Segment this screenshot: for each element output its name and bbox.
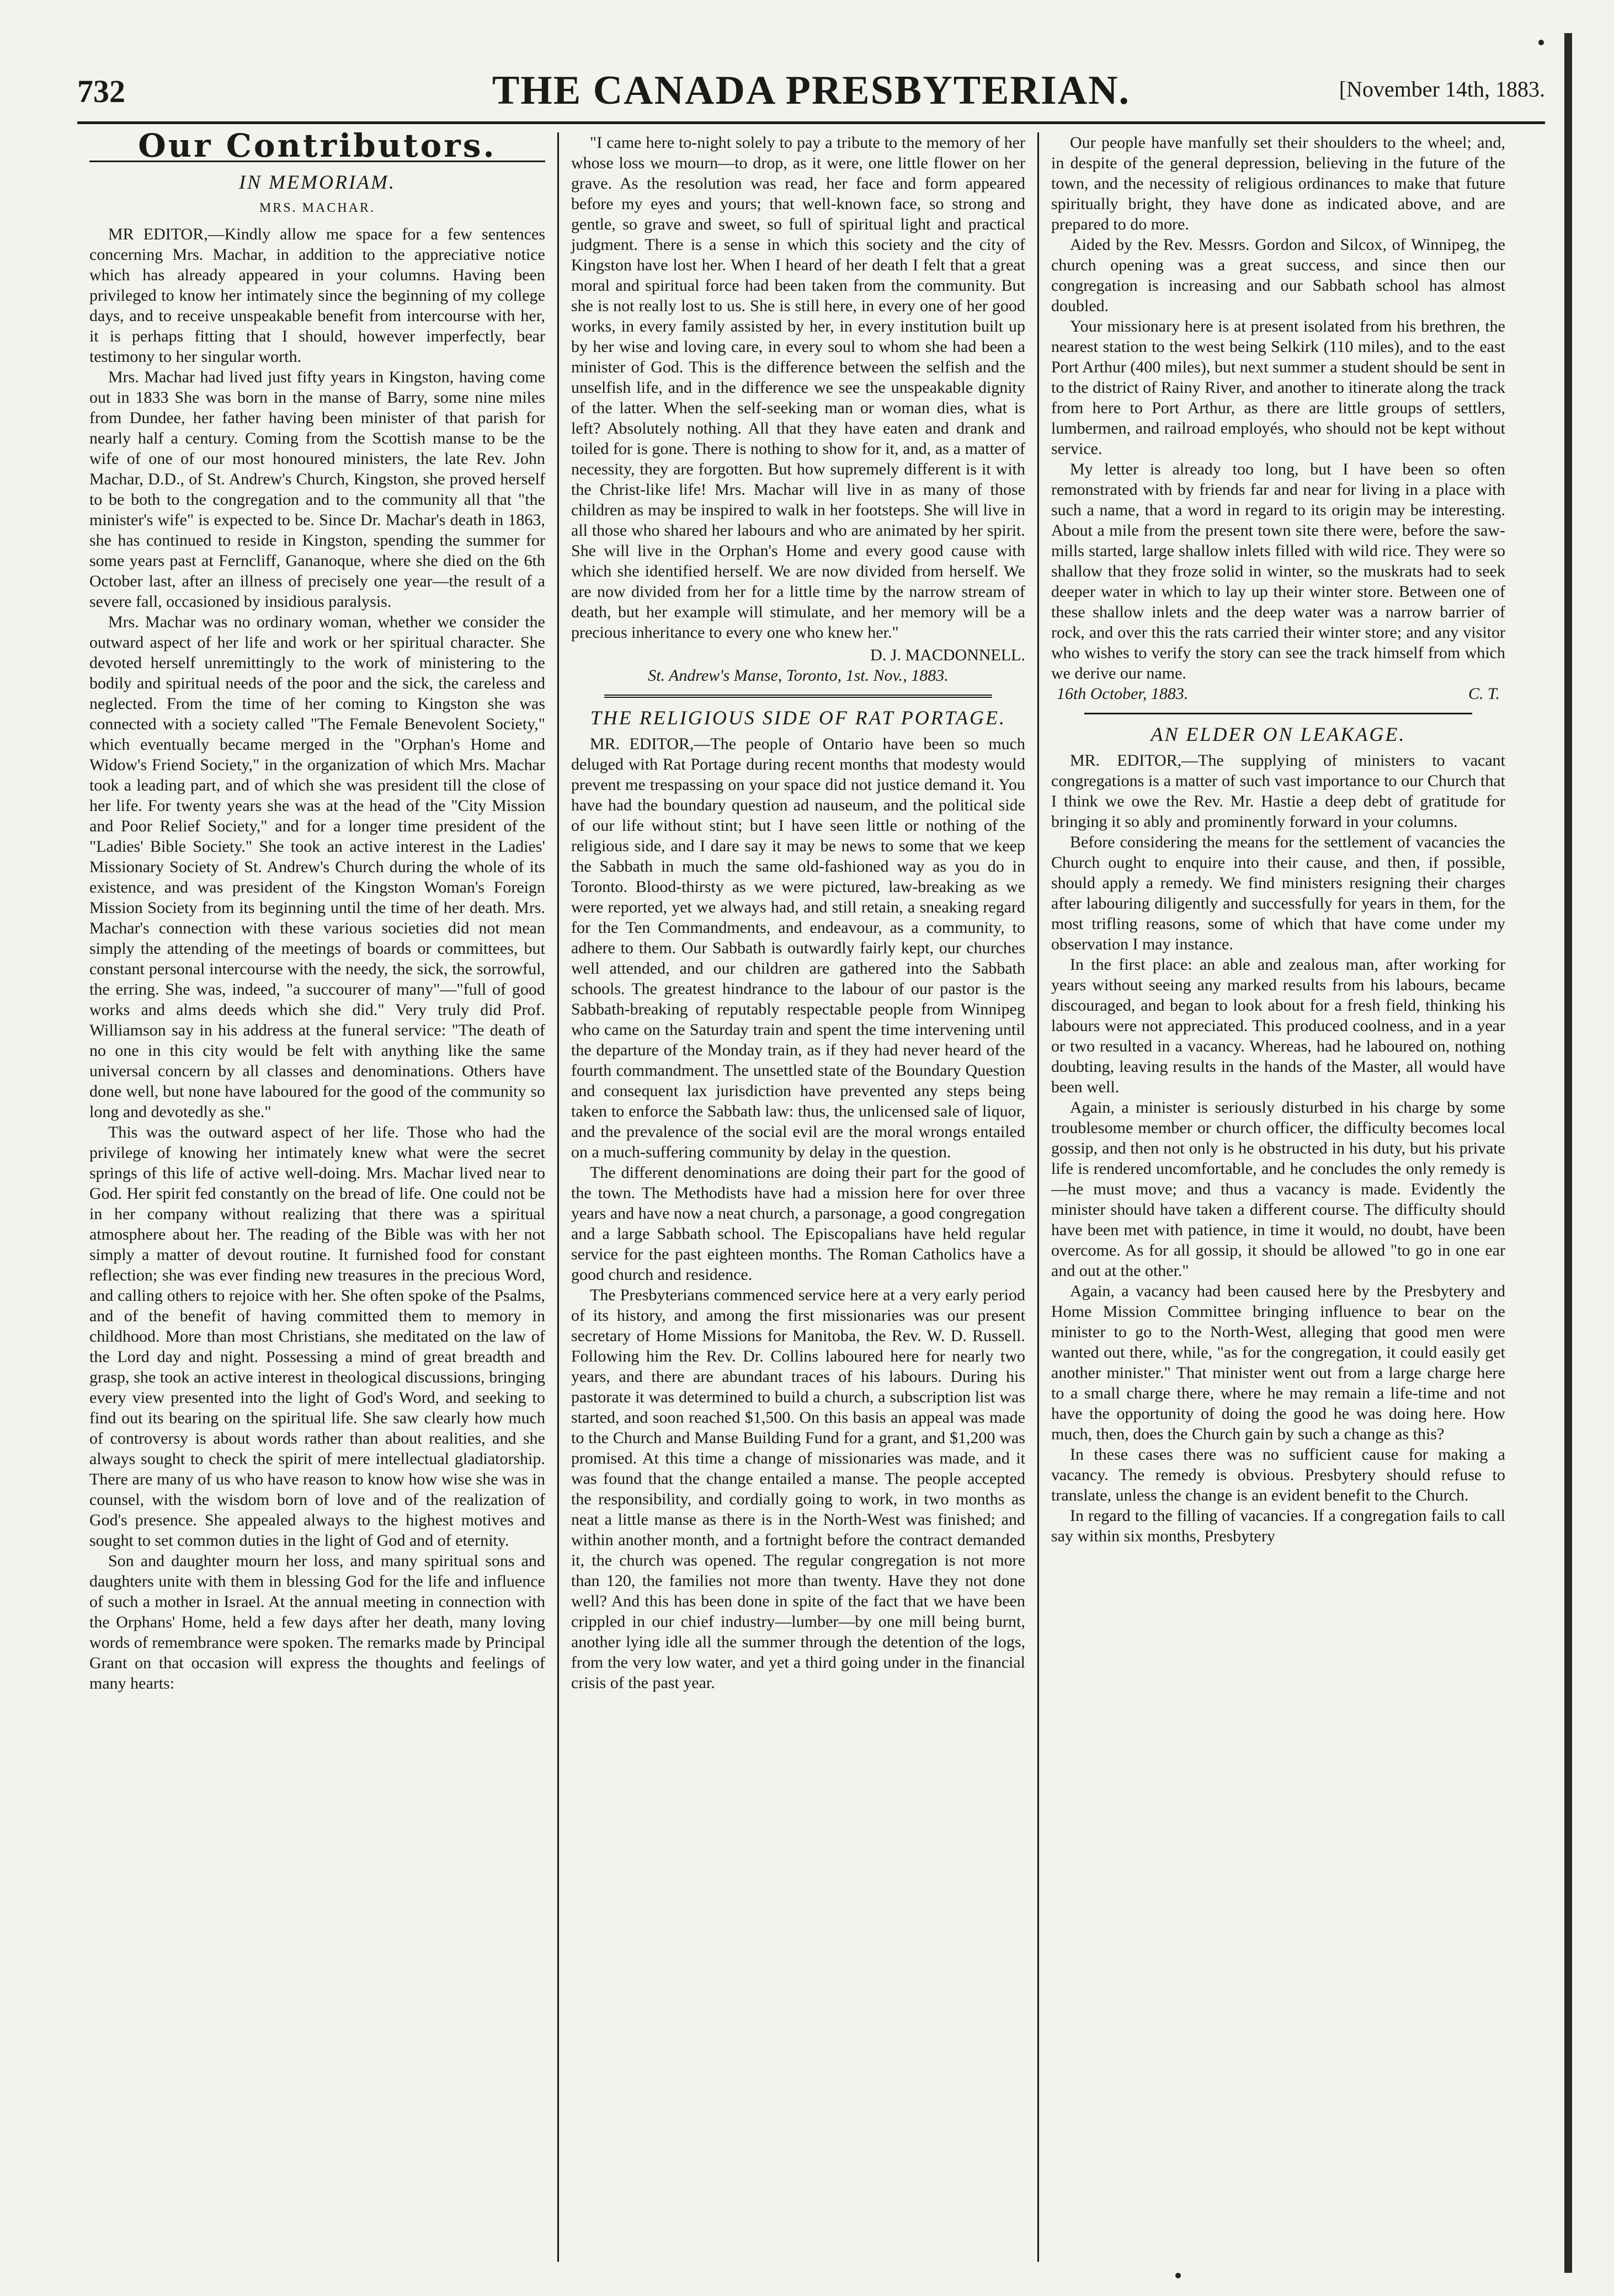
column-2 [557, 132, 1037, 2262]
paragraph: MR. EDITOR,—The people of Ontario have been so much deluged with Rat Portage during recent months that modesty would prevent me trespassing on your space did not justice demand it. You have had the boundary question ad nauseum, and the political side of our life without stint; but I have seen little or nothing of the religious side, and I dare say it may be news to some that we keep the Sabbath in much the same old-fashioned way as you do in Toronto. Blood-thirsty as we were pictured, law-breaking as we were reported, yet we always had, and still retain, a sneaking regard for the Ten Commandments, and endeavour, as a community, to adhere to them. Our Sabbath is outwardly fairly kept, our churches well attended, and our children are gathered into the Sabbath schools. The greatest hindrance to the labour of our pastor is the Sabbath-breaking of reputably respectable people from Winnipeg who came on the Saturday train and spent the time intervening until the departure of the Monday train, as if they had never heard of the fourth commandment. The unsettled state of the Boundary Question and consequent lax jurisdiction have prevented any steps being taken to enforce the Sabbath law: thus, the unlicensed sale of liquor, and the prevalence of the social evil are the moral wrongs entailed on a much-suffering community by delay in the question. [571, 735, 1025, 1161]
column-3 [1037, 132, 1517, 2262]
article-divider [604, 695, 992, 698]
paragraph: The Presbyterians commenced service here at a very early period of its history, and among the first missionaries was our present secretary of Home Missions for Manitoba, the Rev. W. D. Russell. Following him the Rev. Dr. Collins laboured here for nearly two years, and there are abundant traces of his labours. During his pastorate it was determined to build a church, a subscription list was started, and soon reached $1,500. On this basis an appeal was made to the Church and Manse Building Fund for a grant, and $1,200 was promised. At this time a change of missionaries was made, and it was found that the change entailed a manse. The people accepted the responsibility, and cordially going to work, in two months as neat a little manse as there is in the North-West was finished; and within another month, and a fortnight before the contract demanded it, the church was opened. The regular congregation is not more than 120, the families not more than twenty. Have they not done well? And this has been done in spite of the fact that we have been crippled in our chief industry—lumber—by one mill being burnt, another lying idle all the summer through the detention of the logs, from the very low water, and yet a third going under in the financial crisis of the past year. [571, 1286, 1025, 1692]
paragraph: Aided by the Rev. Messrs. Gordon and Silcox, of Winnipeg, the church opening was a great success, and since then our congregation is increasing and our Sabbath school has almost doubled. [1051, 236, 1505, 315]
paragraph: This was the outward aspect of her life. Those who had the privilege of knowing her intimately knew what were the secret springs of this life of active well-doing. Mrs. Machar lived near to God. Her spirit fed constantly on the bread of life. One could not be in her company without realizing that there was a spiritual atmosphere about her. The reading of the Bible was with her not simply a matter of devout routine. It furnished food for constant reflection; she was ever finding new treasures in the precious Word, and calling others to rejoice with her. She often spoke of the Psalms, and of the benefit of having committed them to memory in childhood. More than most Christians, she meditated on the law of the Lord day and night. Possessing a mind of great breadth and grasp, she took an active interest in theological discussions, bringing every view presented into the light of God's Word, and seeking to find out its bearing on the spiritual life. She saw clearly how much of controversy is about words rather than about realities, and she always sought to check the spirit of mere intellectual gladiatorship. There are many of us who have reason to know how wise she was in counsel, with the wisdom born of love and of the realization of God's presence. She appealed always to the highest motives and sought to set common duties in the light of God and of eternity. [89, 1123, 545, 1550]
dateline-initials: C. T. [1468, 685, 1500, 703]
article-title-rat-portage: THE RELIGIOUS SIDE OF RAT PORTAGE. [590, 707, 1006, 729]
paragraph: The different denominations are doing their part for the good of the town. The Methodists have had a mission here for over three years and have now a neat church, a parsonage, a good congregation and a large Sabbath school. The Episcopalians have held regular service for the past eighteen months. The Roman Catholics have a good church and residence. [571, 1163, 1025, 1284]
paragraph: Mrs. Machar had lived just fifty years in Kingston, having come out in 1833 She was born in the manse of Barry, some nine miles from Dundee, her father having been minister of that parish for nearly half a century. Coming from the Scottish manse to be the wife of one of our most honoured ministers, the late Rev. John Machar, D.D., of St. Andrew's Church, Kingston, she proved herself to be both to the congregation and to the community all that "the minister's wife" is expected to be. Since Dr. Machar's death in 1863, she has continued to reside in Kingston, spending the summer for some years past at Ferncliff, Gananoque, where she died on the 6th October last, after an illness of precisely one year—the result of a severe fall, occasioned by insidious paralysis. [89, 368, 545, 611]
newspaper-page [77, 61, 1545, 2262]
dateline: St. Andrew's Manse, Toronto, 1st. Nov., 1883. [648, 666, 949, 685]
paragraph: Again, a minister is seriously disturbed in his charge by some troublesome member or church officer, the difficulty becomes local gossip, and then not only is he obstructed in his duty, but his private life is rendered uncomfortable, and he concludes the only remedy is—he must move; and thus a vacancy is made. Evidently the minister should have taken a different course. The difficulty should have been met with patience, in time it would, no doubt, have been overcome. As for all gossip, it should be allowed "to go in one ear and out at the other." [1051, 1098, 1505, 1280]
paragraph: "I came here to-night solely to pay a tribute to the memory of her whose loss we mourn—to drop, as it were, one little flower on her grave. As the resolution was read, her face and form appeared before my eyes and yours; that well-known face, so strong and gentle, so grave and sweet, so full of spiritual light and practical judgment. There is a sense in which this society and the city of Kingston have lost her. When I heard of her death I felt that a great moral and spiritual force had been taken from the community. But she is not really lost to us. She is still here, in every one of her good works, in every family assisted by her, in every institution built up by her wise and loving care, in every soul to whom she had been a minister of God. This is the difference between the selfish and the unselfish life, and in the difference we see the unspeakable dignity of the latter. When the self-seeking man or woman dies, what is left? Absolutely nothing. All that they have eaten and drank and toiled for is gone. There is nothing to show for it, and, as a matter of necessity, they are forgotten. But how supremely different is it with the Christ-like life! Mrs. Machar will live in as many of those children as may be inspired to walk in her footsteps. She will live in all those who shared her labours and who are animated by her spirit. She will live in the Orphan's Home and every good cause with which she identified herself. We are now divided from herself. We are now divided from her for a little time by the narrow stream of death, but her example will stimulate, and her memory will be a precious inheritance to every one who knew her." [571, 134, 1025, 642]
article-divider [1084, 713, 1472, 714]
paragraph: In the first place: an able and zealous man, after working for years without seeing any marked results from his labours, became discouraged, and began to look about for a fresh field, thinking his labours were not appreciated. This produced coolness, and in a year or two resulted in a vacancy. Whereas, had he laboured on, nothing doubting, leaving results in the hands of the Master, all would have been well. [1051, 955, 1505, 1096]
paragraph: My letter is already too long, but I have been so often remonstrated with by friends far and near for living in a place with such a name, that a word in regard to its origin may be interesting. About a mile from the present town site there were, before the saw-mills started, large shallow inlets filled with wild rice. They were so shallow that they froze solid in winter, so the muskrats had to seek deeper water in which to lay up their winter store. Between one of these shallow inlets and the deep water was a narrow barrier of rock, and over this the rats carried their winter store; and any visitor who wishes to verify the story can see the track himself from which we derive our name. [1051, 460, 1505, 682]
dateline-date: 16th October, 1883. [1057, 685, 1189, 703]
paragraph: Your missionary here is at present isolated from his brethren, the nearest station to the west being Selkirk (110 miles), and to the east Port Arthur (400 miles), but next summer a student should be sent in to the district of Rainy River, and another to itinerate along the track from here to Port Arthur, as there are little groups of settlers, lumbermen, and railroad employés, who should not be kept without service. [1051, 317, 1505, 458]
paragraph: In regard to the filling of vacancies. If a congregation fails to call say within six months, Presbytery [1051, 1507, 1505, 1545]
article-title-memoriam: IN MEMORIAM. [239, 171, 396, 193]
paragraph: In these cases there was no sufficient cause for making a vacancy. The remedy is obvious. Presbytery should refuse to translate, unless the change is an evident benefit to the Church. [1051, 1445, 1505, 1504]
dateline [1051, 684, 1505, 704]
print-speck [1538, 40, 1544, 45]
paragraph: Son and daughter mourn her loss, and many spiritual sons and daughters unite with them in blessing God for the life and influence of such a mother in Israel. At the annual meeting in connection with the Orphans' Home, held a few days after her death, many loving words of remembrance were spoken. The remarks made by Principal Grant on that occasion will express the thoughts and feelings of many hearts: [89, 1552, 545, 1692]
paragraph: Mrs. Machar was no ordinary woman, whether we consider the outward aspect of her life and work or her spiritual character. She devoted herself unremittingly to the work of ministering to the bodily and spiritual needs of the poor and the sick, the careless and neglected. From the time of her coming to Kingston she was connected with a society called "The Female Benevolent Society," which eventually became merged in the "Orphan's Home and Widow's Friend Society," in the organization of which Mrs. Machar took a leading part, and of which she was president till the close of her life. For twenty years she was at the head of the "City Mission and Poor Relief Society," and for a longer time president of the "Ladies' Bible Society." She took an active interest in the Ladies' Missionary Society of St. Andrew's Church during the whole of its existence, and was president of the Kingston Woman's Foreign Mission Society from its beginning until the time of her death. Mrs. Machar's connection with these various societies did not mean simply the attending of the meetings of boards or committees, but constant personal intercourse with the needy, the sick, the sorrowful, the erring. She was, indeed, "a succourer of many"—"full of good works and alms deeds which she did." Very truly did Prof. Williamson say in his address at the funeral service: "The death of no one in this city would be felt with anything like the same universal concern by all classes and denominations. Others have done well, but none have laboured for the good of the community so long and devotedly as she." [89, 613, 545, 1121]
paragraph: Before considering the means for the settlement of vacancies the Church ought to enquire into their cause, and then, if possible, should apply a remedy. We find ministers resigning their charges after labouring diligently and successfully for years in them, for the most trifling reasons, some of which that have come under my observation I may instance. [1051, 833, 1505, 953]
paragraph: MR EDITOR,—Kindly allow me space for a few sentences concerning Mrs. Machar, in addition to the appreciative notice which has already appeared in your columns. Having been privileged to know her intimately since the beginning of my college days, and to receive unspeakable benefit from intercourse with her, it is perhaps fitting that I should, however imperfectly, bear testimony to her singular worth. [89, 225, 545, 366]
masthead: THE CANADA PRESBYTERIAN. [492, 68, 1131, 113]
page-number: 732 [77, 73, 125, 109]
signature: D. J. MACDONNELL. [870, 646, 1025, 664]
paragraph: MR. EDITOR,—The supplying of ministers to vacant congregations is a matter of such vast importance to our Church that I think we owe the Rev. Mr. Hastie a deep debt of gratitude for bringing it so ably and prominently forward in your columns. [1051, 751, 1505, 831]
column-1 [77, 132, 557, 2262]
binding-edge [1564, 33, 1572, 2273]
paragraph: Our people have manfully set their shoulders to the wheel; and, in despite of the general depression, believing in the future of the town, and the necessity of religious ordinances to make that future spiritually bright, they have done as indicated above, and are prepared to do more. [1051, 134, 1505, 233]
article-title-leakage: AN ELDER ON LEAKAGE. [1150, 723, 1406, 745]
section-title: Our Contributors. [89, 136, 545, 162]
paragraph: Again, a vacancy had been caused here by the Presbytery and Home Mission Committee bringing influence to bear on the minister to go to the North-West, alleging that good men were wanted out there, while, "as for the congregation, it could easily get another minister." That minister went out from a large charge here to a small charge there, where he may remain a life-time and not have the opportunity of doing the good he was doing here. How much, then, does the Church gain by such a change as this? [1051, 1282, 1505, 1443]
columns [77, 132, 1545, 2262]
article-subtitle-memoriam: MRS. MACHAR. [259, 201, 376, 215]
issue-date: [November 14th, 1883. [1339, 77, 1545, 102]
print-speck [1175, 2273, 1181, 2278]
page-header [77, 61, 1545, 124]
